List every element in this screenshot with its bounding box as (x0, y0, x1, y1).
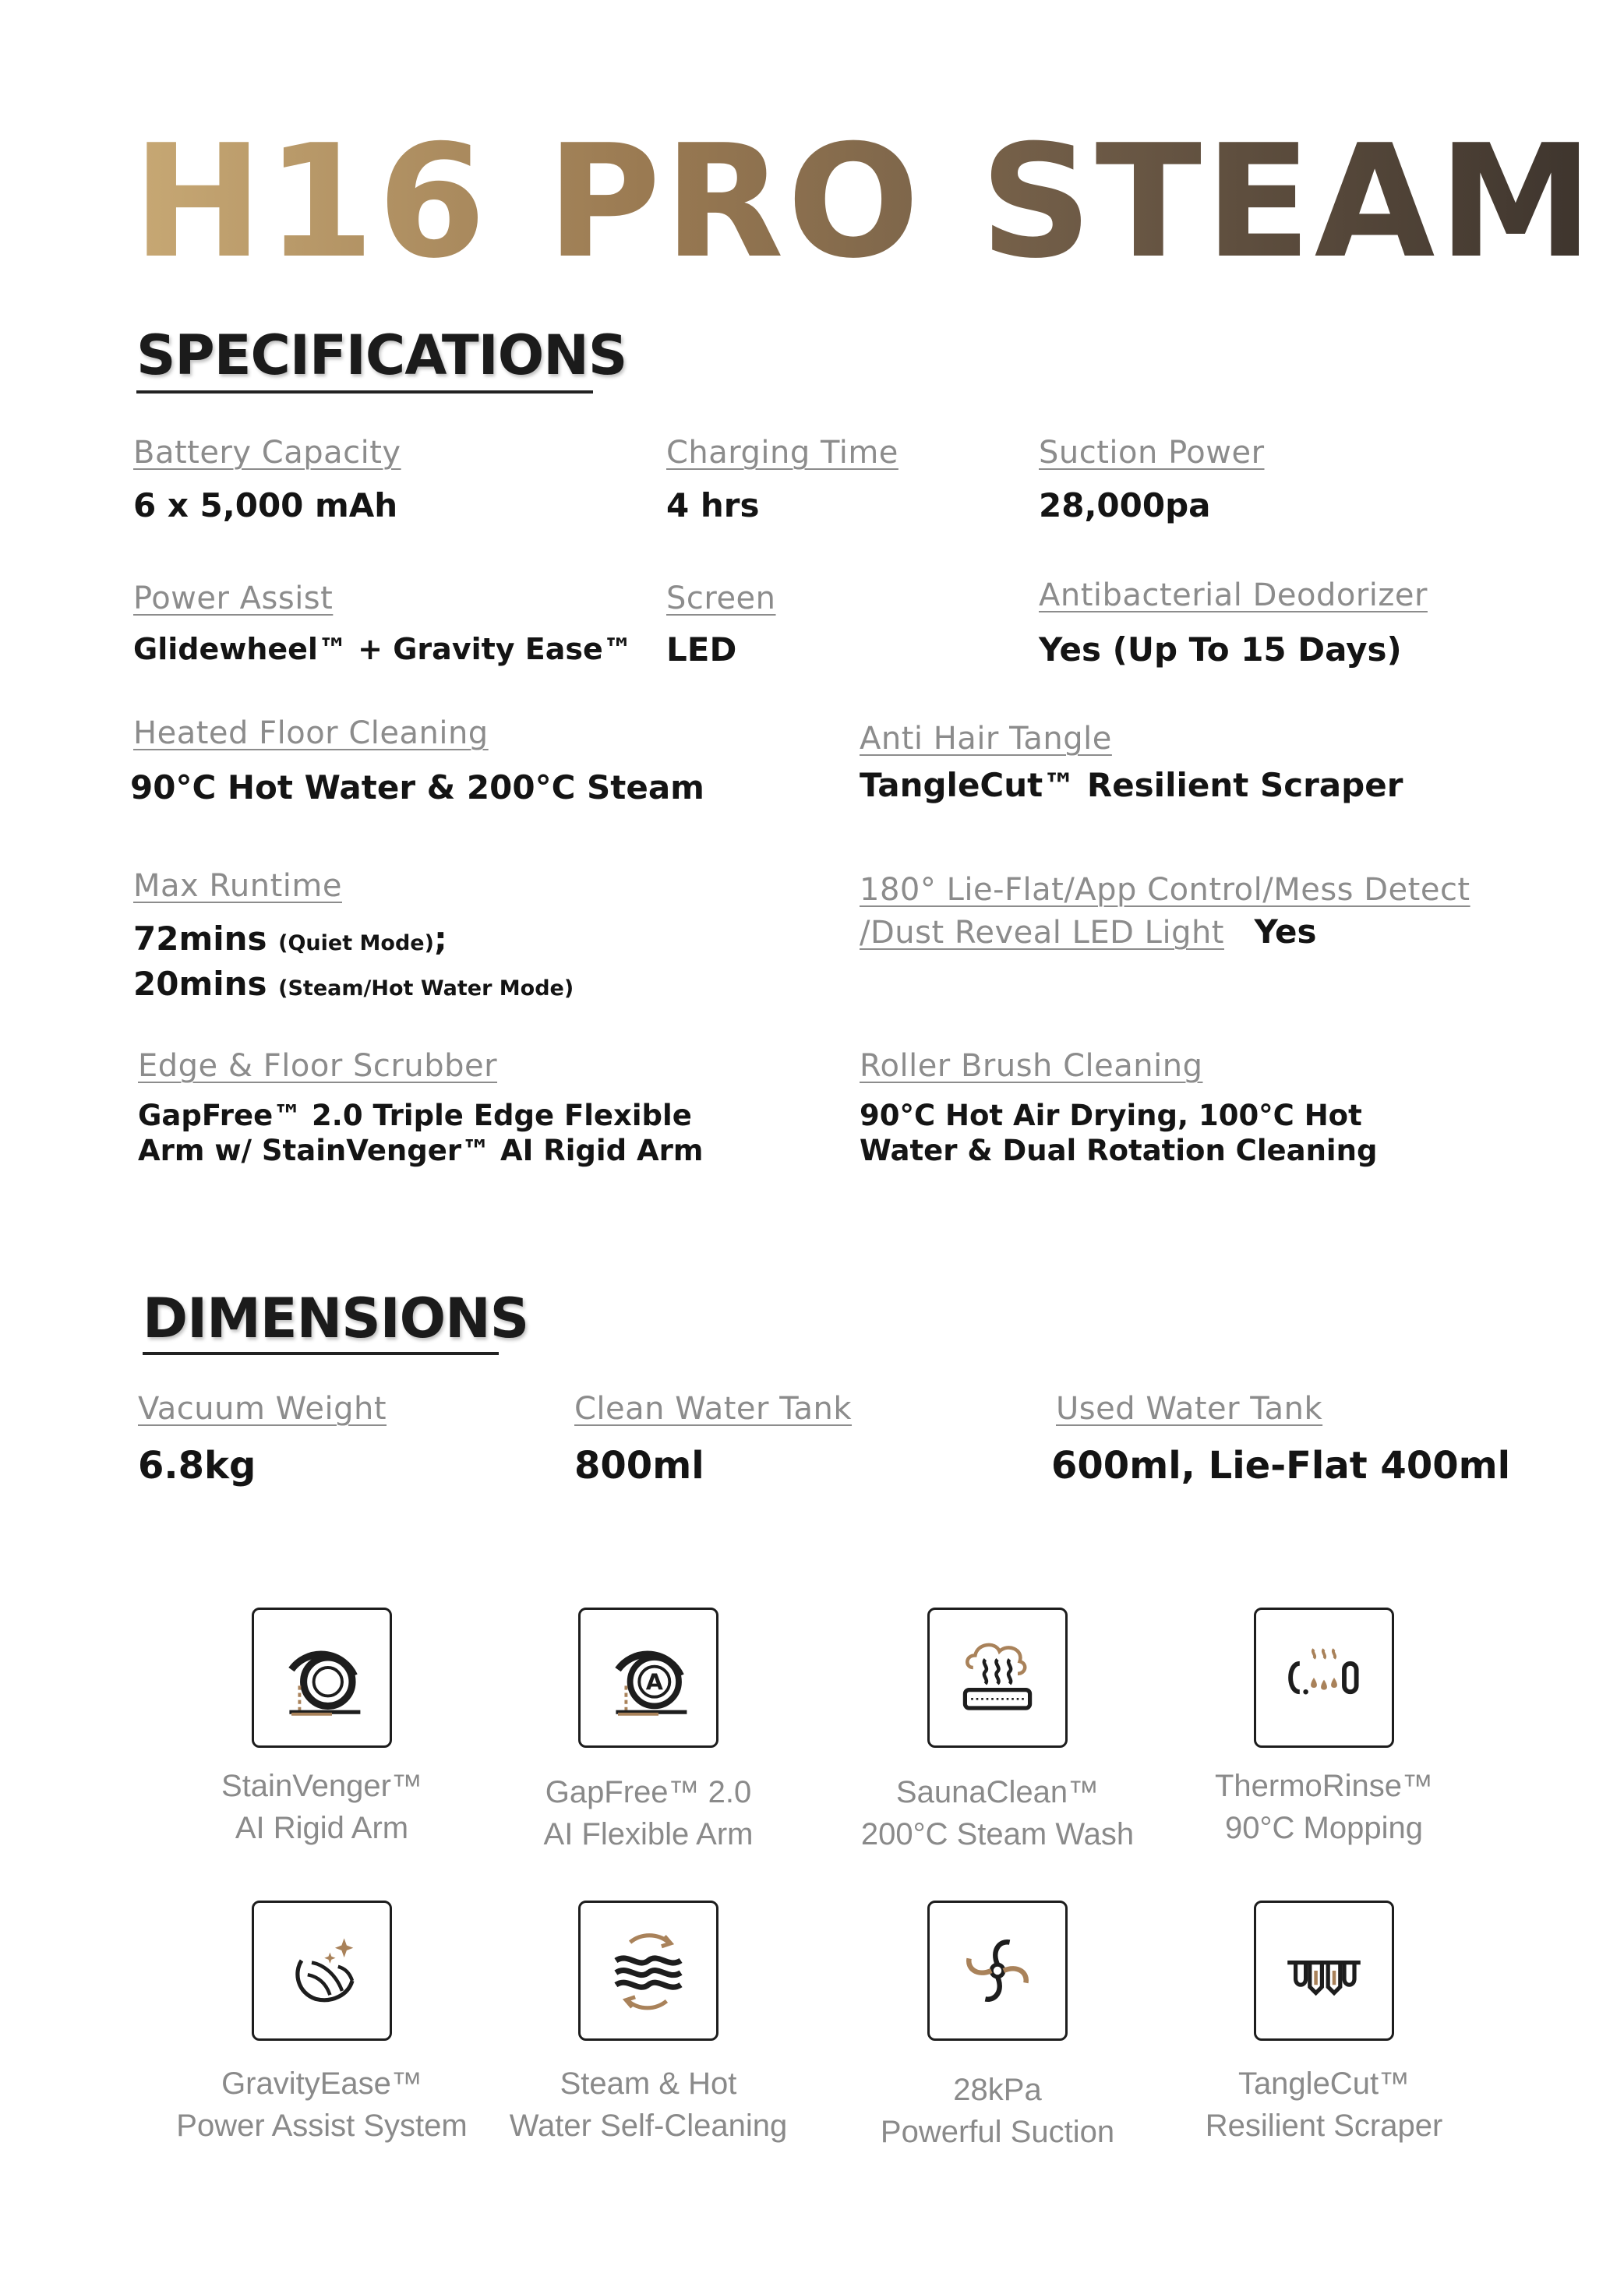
scraper-comb-icon (1254, 1901, 1394, 2041)
feature-suction-line2: Powerful Suction (880, 2115, 1115, 2149)
used-tank-value: 600ml, Lie-Flat 400ml (1051, 1444, 1511, 1488)
spec-deodorizer (1039, 577, 1428, 669)
clean-tank-value: 800ml (574, 1444, 704, 1488)
spec-edge-scrubber (138, 1048, 703, 1168)
spec-battery (133, 435, 401, 524)
page-title: H16 PRO STEAM (132, 111, 1597, 293)
spec-screen (666, 581, 776, 669)
suction-fan-icon (927, 1901, 1068, 2041)
spec-roller-brush (860, 1048, 1377, 1168)
feature-rigid-arm-line2: AI Rigid Arm (235, 1811, 409, 1845)
feature-rigid-arm-line1: StainVenger™ (221, 1769, 422, 1803)
feature-rigid-arm (158, 1608, 485, 1849)
specifications-heading-text: SPECIFICATIONS (136, 323, 627, 387)
specifications-heading (136, 323, 627, 394)
spec-power-assist (133, 581, 633, 666)
feature-steam-wash-line2: 200°C Steam Wash (860, 1817, 1135, 1851)
dim-clean-tank (574, 1391, 852, 1488)
lie-flat-label-line2: /Dust Reveal LED Light (860, 915, 1224, 951)
deodorizer-value: Yes (Up To 15 Days) (1039, 630, 1402, 669)
feature-power-assist-line2: Power Assist System (176, 2109, 468, 2143)
lie-flat-row (860, 912, 1470, 951)
edge-label: Edge & Floor Scrubber (138, 1048, 498, 1084)
runtime-label: Max Runtime (133, 868, 342, 904)
dim-used-tank (1051, 1391, 1511, 1488)
deodorizer-label: Antibacterial Deodorizer (1039, 577, 1428, 613)
dim-weight (138, 1391, 387, 1488)
feature-suction (834, 1901, 1161, 2153)
runtime-quiet-mode: (Quiet Mode) (278, 931, 434, 955)
heated-label: Heated Floor Cleaning (133, 715, 489, 751)
feature-flexible-arm-line2: AI Flexible Arm (543, 1817, 754, 1851)
lie-flat-label-line1: 180° Lie-Flat/App Control/Mess Detect (860, 872, 1470, 908)
tangle-value: TangleCut™ Resilient Scraper (860, 766, 1403, 804)
spec-hair-tangle (860, 721, 1403, 804)
used-tank-label: Used Water Tank (1056, 1391, 1323, 1427)
battery-label: Battery Capacity (133, 435, 401, 471)
spec-lie-flat (860, 872, 1470, 951)
feature-power-assist-line1: GravityEase™ (221, 2067, 422, 2101)
power-assist-label: Power Assist (133, 581, 334, 616)
charging-label: Charging Time (666, 435, 898, 471)
screen-value: LED (666, 630, 737, 669)
hot-mopping-icon (1254, 1608, 1394, 1748)
dimensions-underline (143, 1352, 499, 1355)
edge-value-line1: GapFree™ 2.0 Triple Edge Flexible (138, 1099, 692, 1132)
clean-tank-label: Clean Water Tank (574, 1391, 853, 1427)
heated-value: 90°C Hot Water & 200°C Steam (130, 768, 704, 806)
feature-flexible-arm-line1: GapFree™ 2.0 (545, 1775, 752, 1809)
feature-self-cleaning (485, 1901, 812, 2147)
edge-value-line2: Arm w/ StainVenger™ AI Rigid Arm (138, 1134, 704, 1168)
feature-power-assist (158, 1901, 485, 2147)
rigid-arm-icon (252, 1608, 392, 1748)
runtime-steam (133, 965, 574, 1008)
feature-hot-mopping-line2: 90°C Mopping (1225, 1811, 1423, 1845)
feature-hot-mopping (1160, 1608, 1488, 1849)
weight-value: 6.8kg (138, 1444, 256, 1488)
specifications-underline (136, 390, 593, 394)
roller-value-line1: 90°C Hot Air Drying, 100°C Hot (860, 1099, 1362, 1132)
flexible-arm-icon (578, 1608, 718, 1748)
feature-self-cleaning-line2: Water Self-Cleaning (509, 2109, 788, 2143)
self-cleaning-icon (578, 1901, 718, 2041)
lie-flat-value: Yes (1254, 912, 1317, 951)
feature-self-cleaning-line1: Steam & Hot (560, 2067, 737, 2101)
steam-wash-icon (927, 1608, 1068, 1748)
roller-value-line2: Water & Dual Rotation Cleaning (860, 1134, 1378, 1168)
runtime-steam-mode: (Steam/Hot Water Mode) (278, 976, 574, 1001)
feature-hot-mopping-line1: ThermoRinse™ (1214, 1769, 1434, 1803)
feature-steam-wash-line1: SaunaClean™ (895, 1775, 1100, 1809)
roller-value (860, 1098, 1377, 1168)
roller-label: Roller Brush Cleaning (860, 1048, 1203, 1084)
feature-suction-line1: 28kPa (953, 2073, 1042, 2107)
spec-charging (666, 435, 898, 524)
edge-value (138, 1098, 703, 1168)
suction-label: Suction Power (1039, 435, 1265, 471)
runtime-quiet (133, 918, 574, 965)
power-assist-value: Glidewheel™ + Gravity Ease™ (133, 632, 633, 666)
battery-value: 6 x 5,000 mAh (133, 486, 398, 524)
runtime-steam-value: 20mins (133, 965, 267, 1003)
spec-heated-floor (130, 715, 704, 806)
suction-value: 28,000pa (1039, 486, 1211, 524)
runtime-separator: ; (433, 919, 447, 958)
runtime-quiet-value: 72mins (133, 919, 267, 958)
spec-suction (1039, 435, 1265, 524)
charging-value: 4 hrs (666, 486, 760, 524)
power-assist-icon (252, 1901, 392, 2041)
dimensions-heading-text: DIMENSIONS (143, 1287, 529, 1350)
svg-text:A: A (645, 1668, 663, 1696)
feature-steam-wash (834, 1608, 1161, 1855)
feature-tanglecut (1160, 1901, 1488, 2147)
weight-label: Vacuum Weight (138, 1391, 387, 1427)
tangle-label: Anti Hair Tangle (860, 721, 1112, 757)
feature-tanglecut-line2: Resilient Scraper (1205, 2109, 1443, 2143)
dimensions-heading (143, 1289, 528, 1355)
feature-flexible-arm (485, 1608, 812, 1855)
feature-tanglecut-line1: TangleCut™ (1237, 2067, 1410, 2101)
screen-label: Screen (666, 581, 776, 616)
spec-max-runtime (133, 868, 574, 1008)
